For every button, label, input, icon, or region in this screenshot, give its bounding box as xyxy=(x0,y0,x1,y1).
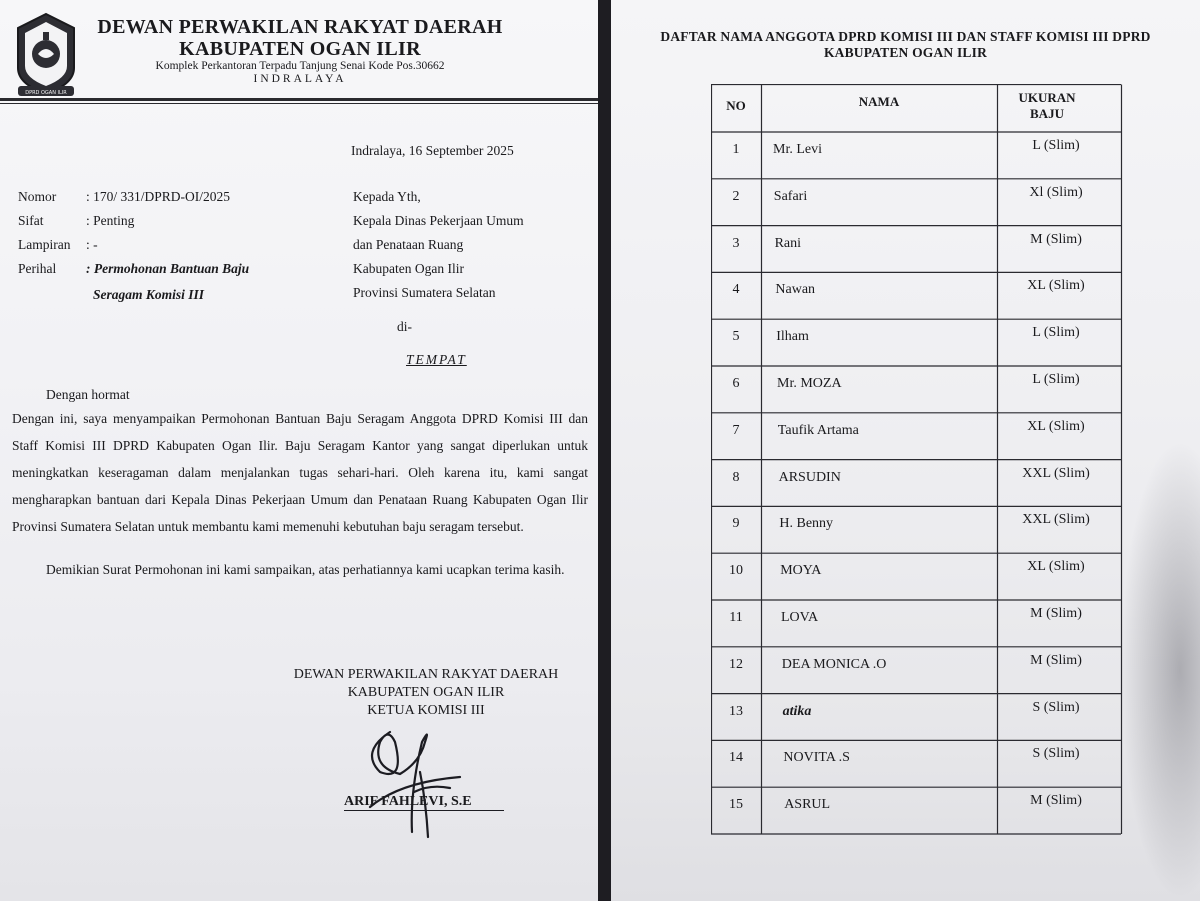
row-no: 12 xyxy=(729,656,743,672)
field-value-lampiran: : - xyxy=(86,237,98,252)
recipient-di: di- xyxy=(397,319,412,334)
letterhead-rule xyxy=(0,98,598,101)
org-name-line2: KABUPATEN OGAN ILIR xyxy=(179,38,421,60)
row-nama: Nawan xyxy=(775,282,816,298)
letter-page xyxy=(0,0,598,901)
row-ukuran: XL (Slim) xyxy=(1027,418,1085,434)
row-nama: Mr. MOZA xyxy=(777,376,842,391)
handwritten-signature-icon xyxy=(350,712,480,852)
row-no: 1 xyxy=(732,142,740,157)
recipient-line: Kabupaten Ogan Ilir xyxy=(353,261,464,276)
row-nama: DEA MONICA .O xyxy=(781,656,887,672)
sign-org-line1: DEWAN PERWAKILAN RAKYAT DAERAH xyxy=(293,667,559,682)
org-city: INDRALAYA xyxy=(253,73,347,85)
row-nama: Safari xyxy=(773,188,808,204)
paragraph-closing: Demikian Surat Permohonan ini kami sampaikan, atas perhatiannya kami ucapkan terima kasih. xyxy=(46,562,565,577)
row-nama: Rani xyxy=(774,235,802,251)
header-nama: NAMA xyxy=(858,94,900,109)
row-nama: LOVA xyxy=(781,610,819,625)
row-no: 4 xyxy=(732,282,740,298)
row-ukuran: M (Slim) xyxy=(1030,652,1082,668)
row-ukuran: Xl (Slim) xyxy=(1029,184,1083,200)
row-ukuran: S (Slim) xyxy=(1032,746,1080,762)
sign-position: KETUA KOMISI III xyxy=(367,703,485,718)
field-value-sifat: : Penting xyxy=(86,213,135,228)
row-no: 6 xyxy=(732,376,740,391)
field-value-perihal: : Permohonan Bantuan Baju xyxy=(86,261,250,276)
row-no: 14 xyxy=(729,750,743,766)
row-nama: Ilham xyxy=(776,329,809,345)
roster-title-line2: KABUPATEN OGAN ILIR xyxy=(823,45,988,60)
recipient-line: Kepala Dinas Pekerjaan Umum xyxy=(353,213,524,228)
letter-date: Indralaya, 16 September 2025 xyxy=(351,143,514,158)
field-label-nomor: Nomor xyxy=(18,189,57,204)
org-name-line1: DEWAN PERWAKILAN RAKYAT DAERAH xyxy=(97,16,503,38)
row-no: 11 xyxy=(729,610,743,625)
row-ukuran: M (Slim) xyxy=(1030,793,1082,809)
row-no: 9 xyxy=(732,516,740,532)
row-nama: H. Benny xyxy=(779,516,834,532)
row-ukuran: XXL (Slim) xyxy=(1022,465,1090,481)
signer-underline xyxy=(344,810,504,811)
row-no: 8 xyxy=(732,469,740,485)
field-label-perihal: Perihal xyxy=(18,261,57,276)
row-nama: atika xyxy=(782,703,812,719)
row-ukuran: XL (Slim) xyxy=(1027,278,1085,294)
recipient-tempat: TEMPAT xyxy=(406,352,467,367)
row-ukuran: L (Slim) xyxy=(1032,325,1080,341)
logo-text: DPRD OGAN ILIR xyxy=(25,90,67,96)
row-ukuran: L (Slim) xyxy=(1032,138,1080,153)
recipient-line: Kepada Yth, xyxy=(353,189,421,204)
row-no: 13 xyxy=(729,703,743,719)
header-ukuran: UKURAN xyxy=(1018,90,1076,105)
row-nama: MOYA xyxy=(780,563,822,579)
row-nama: Taufik Artama xyxy=(777,422,859,438)
perihal-continuation: Seragam Komisi III xyxy=(93,287,205,302)
roster-title-line1: DAFTAR NAMA ANGGOTA DPRD KOMISI III DAN STAFF KOMISI III DPRD xyxy=(660,29,1151,44)
sign-org-line2: KABUPATEN OGAN ILIR xyxy=(347,685,505,700)
row-no: 15 xyxy=(729,797,743,813)
row-ukuran: XXL (Slim) xyxy=(1022,512,1090,528)
field-label-lampiran: Lampiran xyxy=(18,237,71,252)
field-value-nomor: : 170/ 331/DPRD-OI/2025 xyxy=(86,189,231,204)
row-nama: ARSUDIN xyxy=(778,469,841,485)
row-nama: ASRUL xyxy=(784,797,831,813)
row-no: 7 xyxy=(732,422,740,438)
row-no: 5 xyxy=(732,329,740,345)
field-label-sifat: Sifat xyxy=(18,213,44,228)
header-no: NO xyxy=(726,98,746,113)
row-ukuran: M (Slim) xyxy=(1030,231,1082,247)
recipient-line: dan Penataan Ruang xyxy=(353,237,464,252)
salutation: Dengan hormat xyxy=(46,387,130,402)
row-no: 2 xyxy=(732,188,740,204)
row-ukuran: S (Slim) xyxy=(1032,699,1080,715)
recipient-line: Provinsi Sumatera Selatan xyxy=(353,285,496,300)
paragraph-main: Dengan ini, saya menyampaikan Permohonan Bantuan Baju Seragam Anggota DPRD Komisi III dan Staff Komisi III DPRD Kabupaten Ogan Ilir. Baju Seragam Kantor yang sangat diperlukan untuk meningkatkan keseragaman dalam menjalankan tugas sehari-hari. Oleh karena itu, kami sangat mengharapkan bantuan dari Kepala Dinas Pekerjaan Umum dan Penataan Ruang Kabupaten Ogan Ilir Provinsi Sumatera Selatan untuk membantu kami memenuhi kebutuhan baju seragam tersebut. xyxy=(12,411,588,534)
row-ukuran: M (Slim) xyxy=(1030,606,1082,621)
signer-name: ARIF FAHLEVI, S.E xyxy=(344,794,472,809)
row-nama: Mr. Levi xyxy=(773,142,822,157)
row-nama: NOVITA .S xyxy=(783,750,850,766)
row-no: 10 xyxy=(729,563,743,579)
header-baju: BAJU xyxy=(1030,106,1064,121)
row-ukuran: XL (Slim) xyxy=(1027,559,1085,575)
roster-page xyxy=(611,0,1200,901)
dprd-emblem-icon xyxy=(10,10,82,98)
row-ukuran: L (Slim) xyxy=(1032,372,1080,387)
row-no: 3 xyxy=(732,235,740,251)
org-address: Komplek Perkantoran Terpadu Tanjung Senai Kode Pos.30662 xyxy=(155,60,445,72)
letterhead-rule-thin xyxy=(0,103,598,104)
